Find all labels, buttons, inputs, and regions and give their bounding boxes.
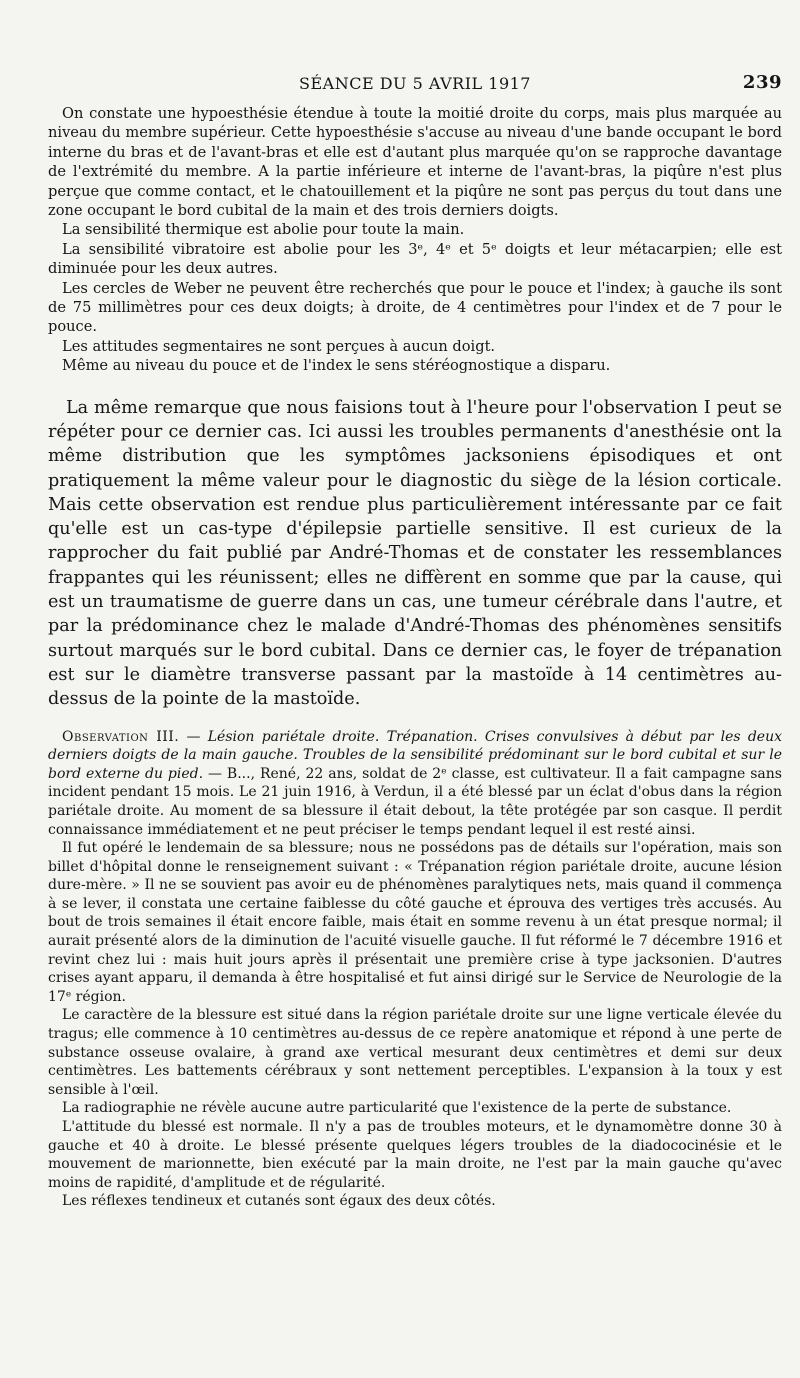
paragraph: Il fut opéré le lendemain de sa blessure; nous ne possédons pas de détails sur l'opération, mais son billet d'hôpital donne le renseignement suivant : « Trépanation région pariétale droite, aucune lésion dure-mère. » Il ne se souvient pas avoir eu de phénomènes paralytiques nets, mais quand il commença à se lever, il constata une certaine faiblesse du côté gauche et éprouva des vertiges très accusés. Au bout de trois semaines il était encore faible, mais était en somme revenu à un état presque normal; il aurait présenté alors de la diminution de l'acuité visuelle gauche. Il fut réformé le 7 décembre 1916 et revint chez lui : mais huit jours après il présentait une première crise à type jacksonien. D'autres crises ayant apparu, il demanda à être hospitalisé et fut ainsi dirigé sur le Service de Neurologie de la 17ᵉ région. <box>48 840 782 1005</box>
paragraph: Le caractère de la blessure est situé dans la région pariétale droite sur une ligne verticale élevée du tragus; elle commence à 10 centimètres au-dessus de ce repère anatomique et répond à une perte de substance osseuse ovalaire, à grand axe vertical mesurant deux centimètres et demi sur deux centimètres. Les battements cérébraux y sont nettement perceptibles. L'expansion à la toux y est sensible à l'œil. <box>48 1007 782 1098</box>
observation-section <box>48 728 782 1211</box>
case-findings <box>48 104 782 376</box>
observation-title: Lésion pariétale droite. Trépanation. Crises convulsives à début par les deux derniers doigts de la main gauche. Troubles de la sensibilité prédominant sur le bord cubital et sur le bord externe du pied. <box>48 728 782 782</box>
document-page <box>48 70 782 1360</box>
paragraph: L'attitude du blessé est normale. Il n'y a pas de troubles moteurs, et le dynamomètre donne 30 à gauche et 40 à droite. Le blessé présente quelques légers troubles de la diadococinésie et le mouvement de marionnette, bien exécuté par la main droite, ne l'est par la main gauche qu'avec moins de rapidité, d'amplitude et de régularité. <box>48 1119 782 1191</box>
paragraph: La radiographie ne révèle aucune autre particularité que l'existence de la perte de substance. <box>62 1100 732 1117</box>
paragraph: Les réflexes tendineux et cutanés sont égaux des deux côtés. <box>62 1193 496 1210</box>
paragraph: Les attitudes segmentaires ne sont perçues à aucun doigt. <box>62 337 496 355</box>
paragraph: Même au niveau du pouce et de l'index le sens stéréognostique a disparu. <box>62 357 611 375</box>
observation-heading: Observation III. <box>62 728 180 745</box>
page-header <box>48 70 782 100</box>
observation-text: — B..., René, 22 ans, soldat de 2ᵉ classe, est cultivateur. Il a fait campagne sans incident pendant 15 mois. Le 21 juin 1916, à Verdun, il a été blessé par un éclat d'obus dans la région pariétale droite. Au moment de sa blessure il était debout, la tête protégée par son casque. Il perdit connaissance immédiatement et ne peut préciser le temps pendant lequel il est resté ainsi. <box>48 765 782 838</box>
paragraph: La sensibilité vibratoire est abolie pour les 3ᵉ, 4ᵉ et 5ᵉ doigts et leur métacarpien; elle est diminuée pour les deux autres. <box>48 240 782 278</box>
paragraph: Les cercles de Weber ne peuvent être recherchés que pour le pouce et l'index; à gauche ils sont de 75 millimètres pour ces deux doigts; à droite, de 4 centimètres pour l'index et de 7 pour le pouce. <box>48 279 782 336</box>
paragraph: La même remarque que nous faisions tout à l'heure pour l'observation I peut se répéter pour ce dernier cas. Ici aussi les troubles permanents d'anesthésie ont la même distribution que les symptômes jacksoniens épisodiques et ont pratiquement la même valeur pour le diagnostic du siège de la lésion corticale. Mais cette observation est rendue plus particulièrement intéressante par ce fait qu'elle est un cas-type d'épilepsie partielle sensitive. Il est curieux de la rapprocher du fait publié par André-Thomas et de constater les ressemblances frappantes qui les réunissent; elles ne diffèrent en somme que par la cause, qui est un traumatisme de guerre dans un cas, une tumeur cérébrale dans l'autre, et par la prédominance chez le malade d'André-Thomas des phénomènes sensitifs surtout marqués sur le bord cubital. Dans ce dernier cas, le foyer de trépanation est sur le diamètre transverse passant par la mastoïde à 14 centimètres au-dessus de la pointe de la mastoïde. <box>48 397 782 710</box>
observation-intro <box>48 728 782 840</box>
paragraph: On constate une hypoesthésie étendue à toute la moitié droite du corps, mais plus marquée au niveau du membre supérieur. Cette hypoesthésie s'accuse au niveau d'une bande occupant le bord interne du bras et de l'avant-bras et elle est d'autant plus marquée qu'on se rapproche davantage de l'extrémité du membre. A la partie inférieure et interne de l'avant-bras, la piqûre n'est plus perçue que comme contact, et le chatouillement et la piqûre ne sont pas perçus du tout dans une zone occupant le bord cubital de la main et des trois derniers doigts. <box>48 105 782 220</box>
running-title: SÉANCE DU 5 AVRIL 1917 <box>299 74 531 93</box>
commentary <box>48 396 782 712</box>
paragraph: La sensibilité thermique est abolie pour toute la main. <box>62 221 465 239</box>
page-number: 239 <box>742 72 782 93</box>
heading-dash: — <box>179 728 208 745</box>
